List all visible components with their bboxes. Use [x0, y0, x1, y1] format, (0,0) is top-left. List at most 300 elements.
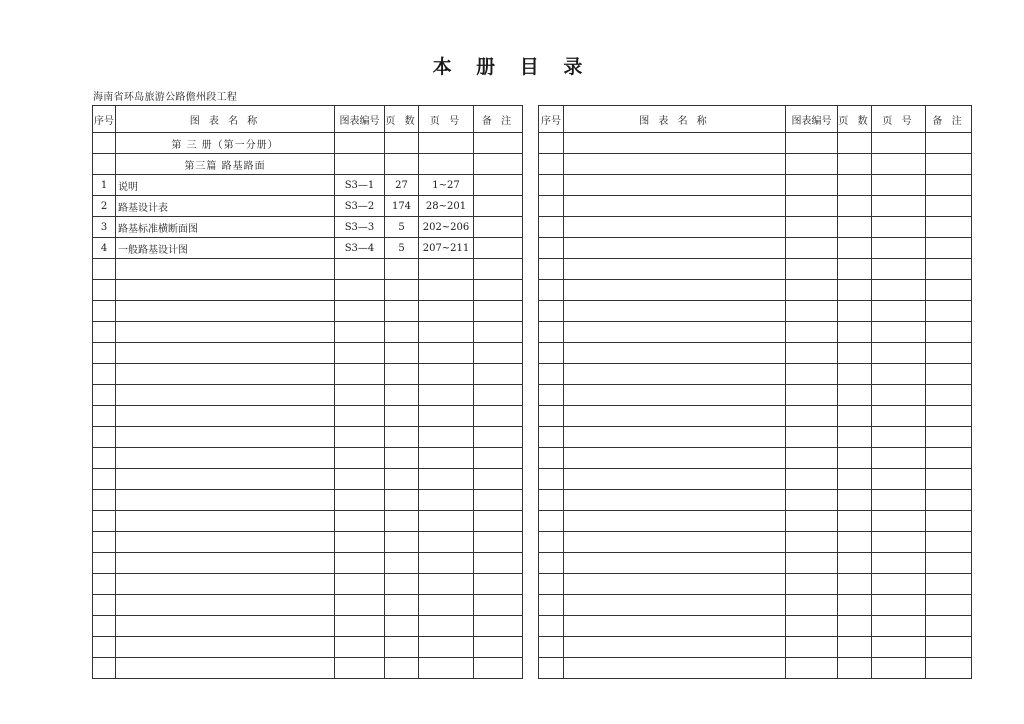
seq-cell [93, 616, 116, 637]
code-cell [335, 658, 385, 679]
code-cell [786, 616, 838, 637]
page-no-cell [419, 280, 474, 301]
code-cell: S3—2 [335, 196, 385, 217]
pages-cell [385, 511, 419, 532]
table-row [93, 469, 523, 490]
table-row [93, 595, 523, 616]
table-row [539, 427, 972, 448]
remark-cell [474, 259, 523, 280]
table-row [93, 238, 523, 259]
table-row [539, 343, 972, 364]
remark-cell [926, 343, 972, 364]
col-code-header: 图表编号 [786, 106, 838, 133]
pages-cell: 27 [385, 175, 419, 196]
table-row [93, 448, 523, 469]
page-no-cell [872, 196, 926, 217]
remark-cell [926, 616, 972, 637]
name-cell [116, 343, 335, 364]
table-row [93, 427, 523, 448]
seq-cell [539, 175, 564, 196]
code-cell [786, 427, 838, 448]
code-cell [335, 364, 385, 385]
remark-cell [474, 280, 523, 301]
pages-cell [385, 553, 419, 574]
page-no-cell [872, 595, 926, 616]
pages-cell [385, 532, 419, 553]
code-cell [786, 259, 838, 280]
pages-cell [838, 259, 872, 280]
table-row [539, 448, 972, 469]
remark-cell [474, 553, 523, 574]
pages-cell [385, 364, 419, 385]
seq-cell [539, 238, 564, 259]
pages-cell [838, 238, 872, 259]
table-row [539, 259, 972, 280]
remark-cell [474, 217, 523, 238]
code-cell [786, 196, 838, 217]
pages-cell [838, 154, 872, 175]
table-row [539, 322, 972, 343]
code-cell [335, 637, 385, 658]
seq-cell [93, 448, 116, 469]
pages-cell [838, 574, 872, 595]
page-no-cell [419, 532, 474, 553]
seq-cell [93, 385, 116, 406]
seq-cell [93, 301, 116, 322]
pages-cell [838, 343, 872, 364]
code-cell [786, 574, 838, 595]
seq-cell [539, 217, 564, 238]
code-cell [786, 511, 838, 532]
pages-cell: 174 [385, 196, 419, 217]
name-cell [564, 154, 786, 175]
page-no-cell [872, 343, 926, 364]
name-cell [116, 364, 335, 385]
code-cell [335, 574, 385, 595]
table-row [93, 343, 523, 364]
remark-cell [474, 511, 523, 532]
pages-cell [838, 217, 872, 238]
page-no-cell [419, 511, 474, 532]
page-no-cell: 207~211 [419, 238, 474, 259]
seq-cell: 2 [93, 196, 116, 217]
name-cell [116, 322, 335, 343]
code-cell [786, 343, 838, 364]
remark-cell [926, 301, 972, 322]
col-page-no-header: 页 号 [419, 106, 474, 133]
seq-cell [539, 532, 564, 553]
code-cell [786, 322, 838, 343]
code-cell [786, 280, 838, 301]
pages-cell [838, 448, 872, 469]
remark-cell [926, 574, 972, 595]
page-no-cell: 28~201 [419, 196, 474, 217]
table-row [539, 406, 972, 427]
remark-cell [926, 637, 972, 658]
table-row [539, 280, 972, 301]
seq-cell [93, 364, 116, 385]
code-cell [335, 469, 385, 490]
remark-cell [474, 322, 523, 343]
pages-cell [385, 658, 419, 679]
code-cell [335, 511, 385, 532]
code-cell [335, 427, 385, 448]
remark-cell [474, 448, 523, 469]
page-no-cell [419, 301, 474, 322]
code-cell [335, 553, 385, 574]
seq-cell [539, 574, 564, 595]
table-row [93, 532, 523, 553]
pages-cell [838, 637, 872, 658]
page-no-cell [419, 448, 474, 469]
name-cell [564, 343, 786, 364]
table-row [93, 637, 523, 658]
name-cell [116, 616, 335, 637]
remark-cell [926, 553, 972, 574]
page-no-cell [419, 469, 474, 490]
code-cell [786, 658, 838, 679]
seq-cell: 3 [93, 217, 116, 238]
pages-cell [838, 280, 872, 301]
seq-cell [539, 469, 564, 490]
code-cell [335, 595, 385, 616]
code-cell [786, 175, 838, 196]
page-no-cell [419, 595, 474, 616]
table-header-row [539, 106, 972, 133]
pages-cell [385, 469, 419, 490]
table-row [539, 658, 972, 679]
toc-body-right [539, 133, 972, 679]
page-no-cell [419, 133, 474, 154]
name-cell: 路基标准横断面图 [116, 217, 335, 238]
name-cell [116, 595, 335, 616]
pages-cell: 5 [385, 217, 419, 238]
table-row [93, 217, 523, 238]
col-remark-header: 备 注 [474, 106, 523, 133]
toc-table-right [538, 105, 972, 679]
name-cell [564, 259, 786, 280]
table-row [539, 238, 972, 259]
table-row [93, 553, 523, 574]
name-cell: 一般路基设计图 [116, 238, 335, 259]
name-cell [564, 469, 786, 490]
col-name-header: 图 表 名 称 [116, 106, 335, 133]
table-row [93, 322, 523, 343]
remark-cell [926, 595, 972, 616]
code-cell [335, 259, 385, 280]
code-cell [786, 448, 838, 469]
table-row [539, 154, 972, 175]
seq-cell [539, 490, 564, 511]
page-no-cell [872, 301, 926, 322]
page-no-cell: 202~206 [419, 217, 474, 238]
seq-cell [539, 385, 564, 406]
table-row [93, 133, 523, 154]
page-no-cell [872, 658, 926, 679]
remark-cell [474, 385, 523, 406]
section-heading: 第 三 册（第一分册） [116, 133, 335, 154]
col-seq-header: 序号 [93, 106, 116, 133]
pages-cell [385, 259, 419, 280]
name-cell [116, 406, 335, 427]
table-row [539, 595, 972, 616]
code-cell [335, 532, 385, 553]
table-row [539, 553, 972, 574]
name-cell [116, 574, 335, 595]
table-row [539, 511, 972, 532]
name-cell [564, 175, 786, 196]
seq-cell [93, 259, 116, 280]
remark-cell [926, 385, 972, 406]
name-cell [564, 301, 786, 322]
name-cell [564, 511, 786, 532]
name-cell [116, 385, 335, 406]
name-cell [564, 133, 786, 154]
seq-cell [539, 511, 564, 532]
name-cell [116, 637, 335, 658]
table-row [539, 301, 972, 322]
toc-table-left [92, 105, 523, 679]
remark-cell [926, 280, 972, 301]
seq-cell [539, 301, 564, 322]
pages-cell [838, 595, 872, 616]
name-cell [564, 427, 786, 448]
remark-cell [474, 595, 523, 616]
table-row [539, 133, 972, 154]
table-row [93, 301, 523, 322]
seq-cell [539, 595, 564, 616]
name-cell [564, 238, 786, 259]
page-no-cell [872, 259, 926, 280]
remark-cell [474, 175, 523, 196]
seq-cell [93, 406, 116, 427]
pages-cell [385, 637, 419, 658]
code-cell [786, 238, 838, 259]
pages-cell [838, 427, 872, 448]
page-no-cell [419, 385, 474, 406]
remark-cell [474, 574, 523, 595]
code-cell [786, 154, 838, 175]
page-no-cell [872, 532, 926, 553]
seq-cell [539, 259, 564, 280]
pages-cell: 5 [385, 238, 419, 259]
pages-cell [838, 175, 872, 196]
name-cell [116, 490, 335, 511]
page-no-cell [872, 322, 926, 343]
remark-cell [926, 658, 972, 679]
name-cell [564, 364, 786, 385]
seq-cell [539, 322, 564, 343]
name-cell [564, 616, 786, 637]
remark-cell [474, 658, 523, 679]
name-cell [116, 280, 335, 301]
page-no-cell [419, 490, 474, 511]
name-cell [564, 196, 786, 217]
code-cell: S3—1 [335, 175, 385, 196]
seq-cell [93, 322, 116, 343]
seq-cell [539, 448, 564, 469]
seq-cell [539, 616, 564, 637]
pages-cell [385, 448, 419, 469]
col-code-header: 图表编号 [335, 106, 385, 133]
code-cell [786, 553, 838, 574]
code-cell [335, 385, 385, 406]
pages-cell [385, 595, 419, 616]
table-row [93, 385, 523, 406]
code-cell [786, 301, 838, 322]
table-row [93, 175, 523, 196]
col-seq-header: 序号 [539, 106, 564, 133]
code-cell [786, 406, 838, 427]
name-cell [116, 259, 335, 280]
remark-cell [926, 406, 972, 427]
toc-body-left [93, 133, 523, 679]
name-cell [564, 658, 786, 679]
code-cell: S3—3 [335, 217, 385, 238]
code-cell [335, 343, 385, 364]
table-row [539, 490, 972, 511]
page-no-cell [419, 574, 474, 595]
section-heading: 第三篇 路基路面 [116, 154, 335, 175]
remark-cell [474, 406, 523, 427]
name-cell [116, 532, 335, 553]
name-cell: 路基设计表 [116, 196, 335, 217]
remark-cell [474, 427, 523, 448]
seq-cell [93, 280, 116, 301]
remark-cell [474, 238, 523, 259]
remark-cell [926, 322, 972, 343]
table-row [539, 364, 972, 385]
page-no-cell [872, 469, 926, 490]
seq-cell [93, 532, 116, 553]
pages-cell [838, 133, 872, 154]
page-no-cell [872, 427, 926, 448]
table-row [93, 490, 523, 511]
seq-cell [93, 490, 116, 511]
seq-cell [93, 469, 116, 490]
page-no-cell [872, 637, 926, 658]
code-cell [786, 595, 838, 616]
seq-cell [93, 343, 116, 364]
col-name-header: 图 表 名 称 [564, 106, 786, 133]
remark-cell [474, 343, 523, 364]
pages-cell [385, 406, 419, 427]
name-cell [564, 448, 786, 469]
remark-cell [926, 469, 972, 490]
pages-cell [838, 469, 872, 490]
page-no-cell [872, 238, 926, 259]
pages-cell [838, 301, 872, 322]
pages-cell [385, 427, 419, 448]
table-row [93, 364, 523, 385]
code-cell [786, 133, 838, 154]
page-no-cell [872, 490, 926, 511]
table-row [93, 259, 523, 280]
seq-cell [539, 364, 564, 385]
pages-cell [838, 658, 872, 679]
remark-cell [474, 301, 523, 322]
name-cell: 说明 [116, 175, 335, 196]
page-no-cell [872, 385, 926, 406]
seq-cell [539, 553, 564, 574]
remark-cell [474, 469, 523, 490]
page-no-cell [872, 574, 926, 595]
seq-cell [93, 637, 116, 658]
page-no-cell [872, 364, 926, 385]
pages-cell [385, 301, 419, 322]
pages-cell [838, 364, 872, 385]
page-no-cell [419, 658, 474, 679]
code-cell [786, 469, 838, 490]
pages-cell [838, 406, 872, 427]
code-cell [786, 490, 838, 511]
table-row [93, 406, 523, 427]
page-no-cell [872, 406, 926, 427]
table-row [539, 385, 972, 406]
page-no-cell [419, 343, 474, 364]
pages-cell [838, 532, 872, 553]
name-cell [116, 511, 335, 532]
page-no-cell [419, 259, 474, 280]
pages-cell [838, 553, 872, 574]
code-cell [335, 280, 385, 301]
code-cell [786, 364, 838, 385]
name-cell [564, 385, 786, 406]
remark-cell [474, 133, 523, 154]
page-no-cell [419, 616, 474, 637]
seq-cell [539, 637, 564, 658]
name-cell [564, 553, 786, 574]
seq-cell [539, 406, 564, 427]
name-cell [116, 448, 335, 469]
name-cell [564, 595, 786, 616]
seq-cell [539, 154, 564, 175]
pages-cell [385, 343, 419, 364]
seq-cell [539, 196, 564, 217]
name-cell [564, 217, 786, 238]
code-cell [335, 406, 385, 427]
table-row [93, 511, 523, 532]
remark-cell [474, 490, 523, 511]
name-cell [564, 322, 786, 343]
code-cell [786, 217, 838, 238]
code-cell [335, 154, 385, 175]
name-cell [564, 406, 786, 427]
pages-cell [385, 490, 419, 511]
col-pages-header: 页 数 [838, 106, 872, 133]
seq-cell [93, 595, 116, 616]
pages-cell [838, 490, 872, 511]
table-row [539, 217, 972, 238]
remark-cell [926, 175, 972, 196]
remark-cell [474, 532, 523, 553]
page-no-cell [419, 364, 474, 385]
page-no-cell [872, 217, 926, 238]
page-no-cell [419, 406, 474, 427]
remark-cell [926, 196, 972, 217]
seq-cell [93, 154, 116, 175]
code-cell [335, 490, 385, 511]
page-no-cell [419, 154, 474, 175]
remark-cell [926, 154, 972, 175]
remark-cell [926, 427, 972, 448]
pages-cell [385, 574, 419, 595]
code-cell [335, 322, 385, 343]
remark-cell [474, 616, 523, 637]
seq-cell [93, 658, 116, 679]
table-row [539, 196, 972, 217]
seq-cell: 1 [93, 175, 116, 196]
